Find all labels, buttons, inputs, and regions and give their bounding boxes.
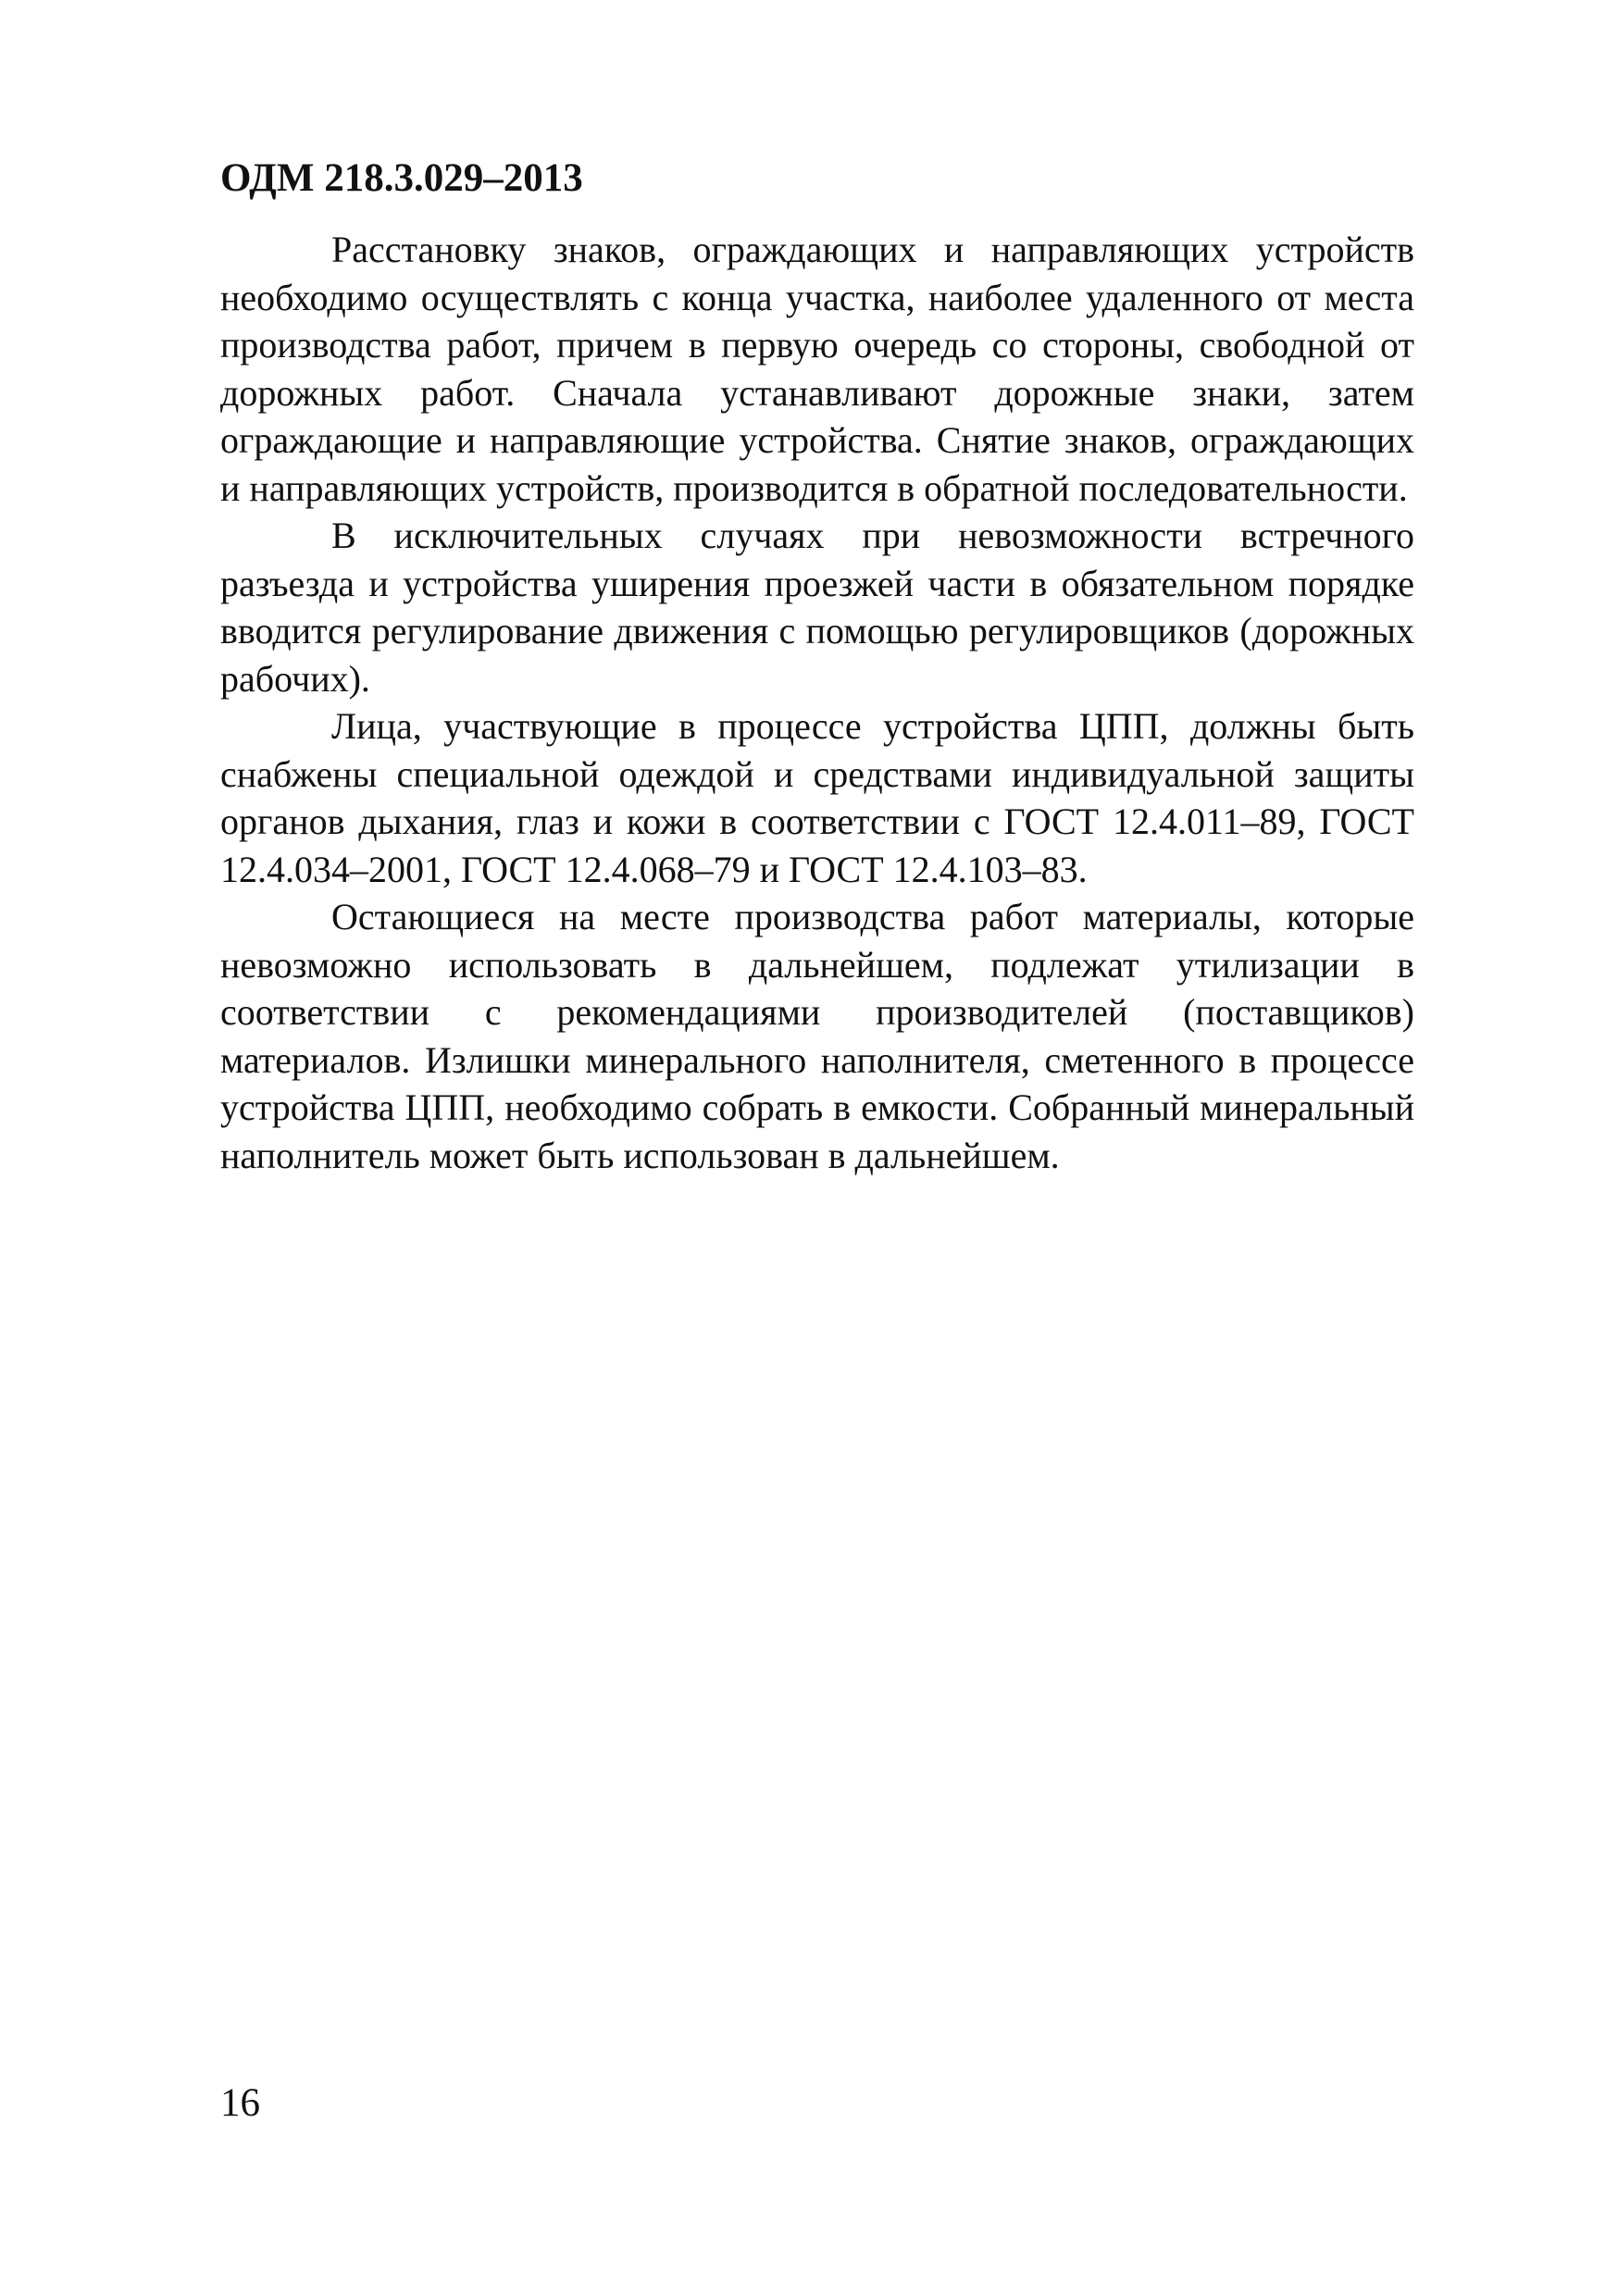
paragraph-traffic-control: В исключительных случаях при невозможности встречного разъезда и устройства уширения проезжей части в обязательном порядке вводится регулирование движения с помощью регулировщиков (дорожных рабочих). — [220, 515, 1414, 700]
paragraph-protective-equipment: Лица, участвующие в процессе устройства ЦПП, должны быть снабжены специальной одеждой и средствами индивидуальной защиты органов дыхания, глаз и кожи в соответствии с ГОСТ 12.4.011–89, ГОСТ 12.4.034–2001, ГОСТ 12.4.068–79 и ГОСТ 12.4.103–83. — [220, 705, 1414, 890]
page-number: 16 — [220, 2081, 260, 2125]
document-code-header: ОДМ 218.3.029–2013 — [220, 156, 583, 200]
paragraph-material-disposal: Остающиеся на месте производства работ материалы, которые невозможно использовать в дальнейшем, подлежат утилизации в соответствии с рекомендациями производителей (поставщиков) материалов. Излишки минерального наполнителя, сметенного в процессе устройства ЦПП, необходимо собрать в емкости. Собранный минеральный наполнитель может быть использован в дальнейшем. — [220, 896, 1414, 1176]
body-text — [220, 226, 1414, 1179]
paragraph-sign-placement: Расстановку знаков, ограждающих и направляющих устройств необходимо осуществлять с конца участка, наиболее удаленного от места производства работ, причем в первую очередь со стороны, свободной от дорожных работ. Сначала устанавливают дорожные знаки, затем ограждающие и направляющие устройства. Снятие знаков, ограждающих и направляющих устройств, производится в обратной последовательности. — [220, 229, 1414, 509]
